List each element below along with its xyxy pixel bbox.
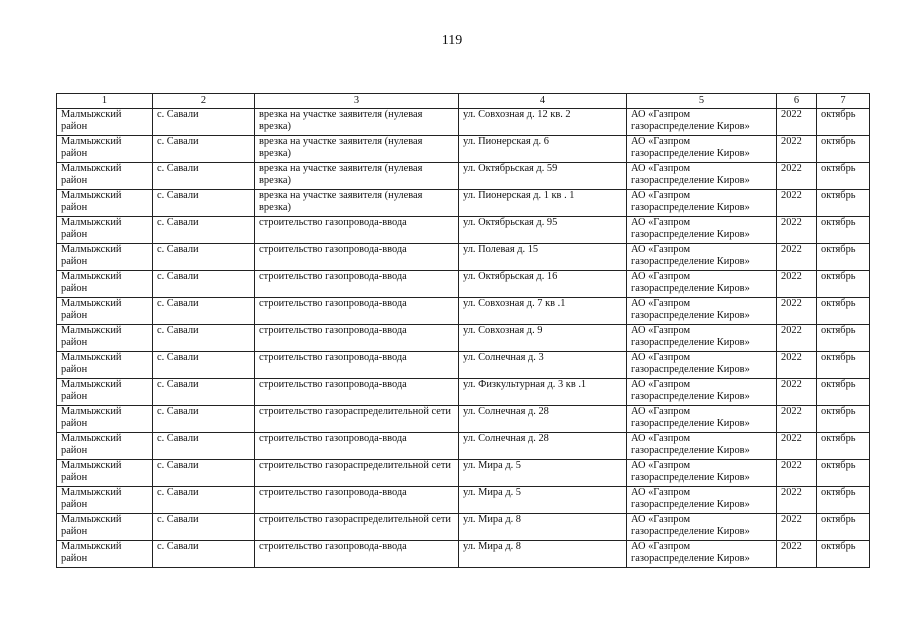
month-cell: октябрь xyxy=(817,217,870,244)
organization-cell: АО «Газпром газораспределение Киров» xyxy=(627,109,777,136)
year-cell: 2022 xyxy=(777,406,817,433)
district-cell: Малмыжский район xyxy=(57,217,153,244)
year-cell: 2022 xyxy=(777,487,817,514)
register-table xyxy=(56,93,870,568)
work-type-cell: строительство газораспределительной сети xyxy=(255,514,459,541)
organization-cell: АО «Газпром газораспределение Киров» xyxy=(627,541,777,568)
table-row xyxy=(57,541,870,568)
settlement-cell: с. Савали xyxy=(153,298,255,325)
organization-cell: АО «Газпром газораспределение Киров» xyxy=(627,136,777,163)
table-row xyxy=(57,163,870,190)
district-cell: Малмыжский район xyxy=(57,190,153,217)
year-cell: 2022 xyxy=(777,433,817,460)
year-cell: 2022 xyxy=(777,514,817,541)
address-cell: ул. Октябрьская д. 59 xyxy=(459,163,627,190)
address-cell: ул. Полевая д. 15 xyxy=(459,244,627,271)
district-cell: Малмыжский район xyxy=(57,406,153,433)
work-type-cell: строительство газопровода-ввода xyxy=(255,298,459,325)
address-cell: ул. Солнечная д. 28 xyxy=(459,406,627,433)
settlement-cell: с. Савали xyxy=(153,541,255,568)
year-cell: 2022 xyxy=(777,190,817,217)
organization-cell: АО «Газпром газораспределение Киров» xyxy=(627,217,777,244)
month-cell: октябрь xyxy=(817,190,870,217)
month-cell: октябрь xyxy=(817,460,870,487)
table-row xyxy=(57,487,870,514)
address-cell: ул. Пионерская д. 6 xyxy=(459,136,627,163)
work-type-cell: строительство газопровода-ввода xyxy=(255,352,459,379)
year-cell: 2022 xyxy=(777,379,817,406)
column-header-6: 6 xyxy=(777,94,817,109)
settlement-cell: с. Савали xyxy=(153,109,255,136)
settlement-cell: с. Савали xyxy=(153,190,255,217)
organization-cell: АО «Газпром газораспределение Киров» xyxy=(627,271,777,298)
month-cell: октябрь xyxy=(817,325,870,352)
year-cell: 2022 xyxy=(777,352,817,379)
district-cell: Малмыжский район xyxy=(57,514,153,541)
settlement-cell: с. Савали xyxy=(153,217,255,244)
month-cell: октябрь xyxy=(817,352,870,379)
table-row xyxy=(57,109,870,136)
organization-cell: АО «Газпром газораспределение Киров» xyxy=(627,244,777,271)
year-cell: 2022 xyxy=(777,298,817,325)
work-type-cell: строительство газопровода-ввода xyxy=(255,433,459,460)
year-cell: 2022 xyxy=(777,136,817,163)
table-row xyxy=(57,514,870,541)
column-header-3: 3 xyxy=(255,94,459,109)
column-header-7: 7 xyxy=(817,94,870,109)
district-cell: Малмыжский район xyxy=(57,541,153,568)
organization-cell: АО «Газпром газораспределение Киров» xyxy=(627,514,777,541)
district-cell: Малмыжский район xyxy=(57,352,153,379)
district-cell: Малмыжский район xyxy=(57,379,153,406)
year-cell: 2022 xyxy=(777,271,817,298)
settlement-cell: с. Савали xyxy=(153,379,255,406)
table-row xyxy=(57,136,870,163)
table-row xyxy=(57,352,870,379)
table-body xyxy=(57,109,870,568)
month-cell: октябрь xyxy=(817,406,870,433)
month-cell: октябрь xyxy=(817,541,870,568)
organization-cell: АО «Газпром газораспределение Киров» xyxy=(627,298,777,325)
month-cell: октябрь xyxy=(817,163,870,190)
address-cell: ул. Физкультурная д. 3 кв .1 xyxy=(459,379,627,406)
address-cell: ул. Мира д. 8 xyxy=(459,514,627,541)
year-cell: 2022 xyxy=(777,325,817,352)
table-row xyxy=(57,460,870,487)
month-cell: октябрь xyxy=(817,271,870,298)
settlement-cell: с. Савали xyxy=(153,514,255,541)
address-cell: ул. Солнечная д. 28 xyxy=(459,433,627,460)
organization-cell: АО «Газпром газораспределение Киров» xyxy=(627,379,777,406)
address-cell: ул. Октябрьская д. 95 xyxy=(459,217,627,244)
address-cell: ул. Совхозная д. 9 xyxy=(459,325,627,352)
year-cell: 2022 xyxy=(777,541,817,568)
address-cell: ул. Мира д. 5 xyxy=(459,460,627,487)
organization-cell: АО «Газпром газораспределение Киров» xyxy=(627,190,777,217)
table-row xyxy=(57,379,870,406)
year-cell: 2022 xyxy=(777,109,817,136)
district-cell: Малмыжский район xyxy=(57,460,153,487)
organization-cell: АО «Газпром газораспределение Киров» xyxy=(627,487,777,514)
district-cell: Малмыжский район xyxy=(57,163,153,190)
table-row xyxy=(57,298,870,325)
address-cell: ул. Октябрьская д. 16 xyxy=(459,271,627,298)
column-header-5: 5 xyxy=(627,94,777,109)
table-row xyxy=(57,271,870,298)
organization-cell: АО «Газпром газораспределение Киров» xyxy=(627,433,777,460)
organization-cell: АО «Газпром газораспределение Киров» xyxy=(627,460,777,487)
work-type-cell: строительство газопровода-ввода xyxy=(255,217,459,244)
column-header-4: 4 xyxy=(459,94,627,109)
table-row xyxy=(57,325,870,352)
work-type-cell: строительство газопровода-ввода xyxy=(255,379,459,406)
organization-cell: АО «Газпром газораспределение Киров» xyxy=(627,325,777,352)
year-cell: 2022 xyxy=(777,163,817,190)
organization-cell: АО «Газпром газораспределение Киров» xyxy=(627,406,777,433)
settlement-cell: с. Савали xyxy=(153,460,255,487)
month-cell: октябрь xyxy=(817,379,870,406)
work-type-cell: строительство газопровода-ввода xyxy=(255,325,459,352)
work-type-cell: строительство газопровода-ввода xyxy=(255,271,459,298)
column-number-row xyxy=(57,94,870,109)
district-cell: Малмыжский район xyxy=(57,325,153,352)
page-number: 119 xyxy=(441,33,463,48)
address-cell: ул. Мира д. 8 xyxy=(459,541,627,568)
work-type-cell: врезка на участке заявителя (нулевая врезка) xyxy=(255,136,459,163)
district-cell: Малмыжский район xyxy=(57,298,153,325)
district-cell: Малмыжский район xyxy=(57,433,153,460)
work-type-cell: строительство газопровода-ввода xyxy=(255,541,459,568)
district-cell: Малмыжский район xyxy=(57,271,153,298)
address-cell: ул. Совхозная д. 12 кв. 2 xyxy=(459,109,627,136)
district-cell: Малмыжский район xyxy=(57,244,153,271)
work-type-cell: строительство газораспределительной сети xyxy=(255,460,459,487)
settlement-cell: с. Савали xyxy=(153,163,255,190)
table-row xyxy=(57,217,870,244)
month-cell: октябрь xyxy=(817,514,870,541)
district-cell: Малмыжский район xyxy=(57,487,153,514)
settlement-cell: с. Савали xyxy=(153,406,255,433)
work-type-cell: врезка на участке заявителя (нулевая врезка) xyxy=(255,190,459,217)
column-header-1: 1 xyxy=(57,94,153,109)
month-cell: октябрь xyxy=(817,298,870,325)
address-cell: ул. Совхозная д. 7 кв .1 xyxy=(459,298,627,325)
organization-cell: АО «Газпром газораспределение Киров» xyxy=(627,352,777,379)
settlement-cell: с. Савали xyxy=(153,433,255,460)
month-cell: октябрь xyxy=(817,109,870,136)
settlement-cell: с. Савали xyxy=(153,136,255,163)
year-cell: 2022 xyxy=(777,244,817,271)
table-row xyxy=(57,244,870,271)
settlement-cell: с. Савали xyxy=(153,271,255,298)
district-cell: Малмыжский район xyxy=(57,109,153,136)
table-row xyxy=(57,433,870,460)
work-type-cell: строительство газораспределительной сети xyxy=(255,406,459,433)
settlement-cell: с. Савали xyxy=(153,325,255,352)
month-cell: октябрь xyxy=(817,136,870,163)
address-cell: ул. Мира д. 5 xyxy=(459,487,627,514)
settlement-cell: с. Савали xyxy=(153,244,255,271)
month-cell: октябрь xyxy=(817,244,870,271)
settlement-cell: с. Савали xyxy=(153,487,255,514)
month-cell: октябрь xyxy=(817,433,870,460)
address-cell: ул. Солнечная д. 3 xyxy=(459,352,627,379)
column-header-2: 2 xyxy=(153,94,255,109)
work-type-cell: врезка на участке заявителя (нулевая врезка) xyxy=(255,163,459,190)
year-cell: 2022 xyxy=(777,217,817,244)
work-type-cell: врезка на участке заявителя (нулевая врезка) xyxy=(255,109,459,136)
table-row xyxy=(57,190,870,217)
settlement-cell: с. Савали xyxy=(153,352,255,379)
work-type-cell: строительство газопровода-ввода xyxy=(255,487,459,514)
table-row xyxy=(57,406,870,433)
organization-cell: АО «Газпром газораспределение Киров» xyxy=(627,163,777,190)
work-type-cell: строительство газопровода-ввода xyxy=(255,244,459,271)
month-cell: октябрь xyxy=(817,487,870,514)
district-cell: Малмыжский район xyxy=(57,136,153,163)
year-cell: 2022 xyxy=(777,460,817,487)
address-cell: ул. Пионерская д. 1 кв . 1 xyxy=(459,190,627,217)
